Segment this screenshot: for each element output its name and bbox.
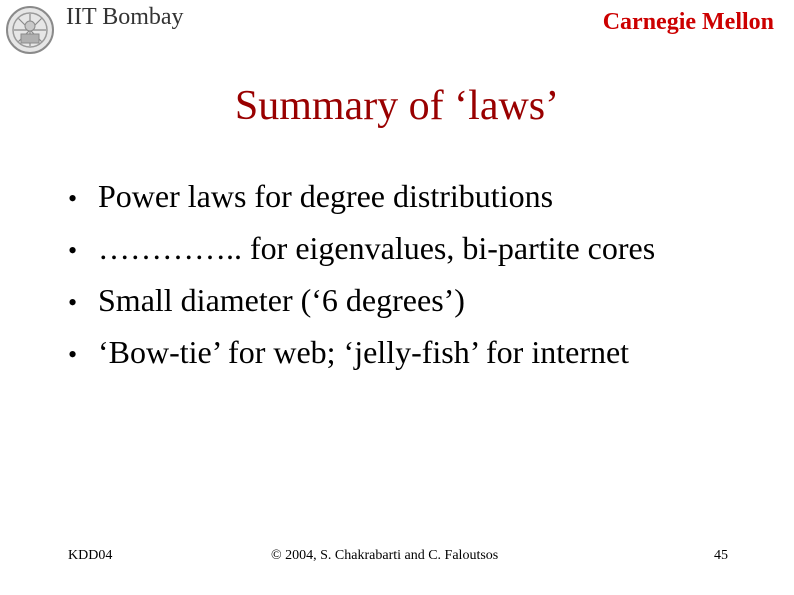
bullet-dot-icon: •	[68, 184, 78, 213]
bullet-item	[68, 180, 655, 232]
footer-conference: KDD04	[68, 548, 113, 563]
bullet-text: ‘Bow-tie’ for web; ‘jelly-fish’ for internet	[98, 334, 630, 370]
bullet-dot-icon: •	[68, 288, 78, 317]
bullet-item	[68, 336, 655, 388]
slide-title: Summary of ‘laws’	[234, 83, 560, 129]
bullet-item	[68, 232, 655, 284]
footer-page-number: 45	[714, 548, 728, 563]
bullet-dot-icon: •	[68, 340, 78, 369]
institution-left-label: IIT Bombay	[66, 4, 184, 30]
bullet-text: ………….. for eigenvalues, bi-partite cores	[98, 230, 656, 266]
footer-copyright: © 2004, S. Chakrabarti and C. Faloutsos	[271, 548, 499, 563]
bullet-dot-icon: •	[68, 236, 78, 265]
institution-right-label: Carnegie Mellon	[602, 9, 774, 35]
iit-bombay-crest-icon	[4, 4, 56, 56]
bullet-list	[68, 180, 655, 388]
bullet-text: Power laws for degree distributions	[98, 178, 554, 214]
bullet-item	[68, 284, 655, 336]
bullet-text: Small diameter (‘6 degrees’)	[98, 282, 465, 318]
